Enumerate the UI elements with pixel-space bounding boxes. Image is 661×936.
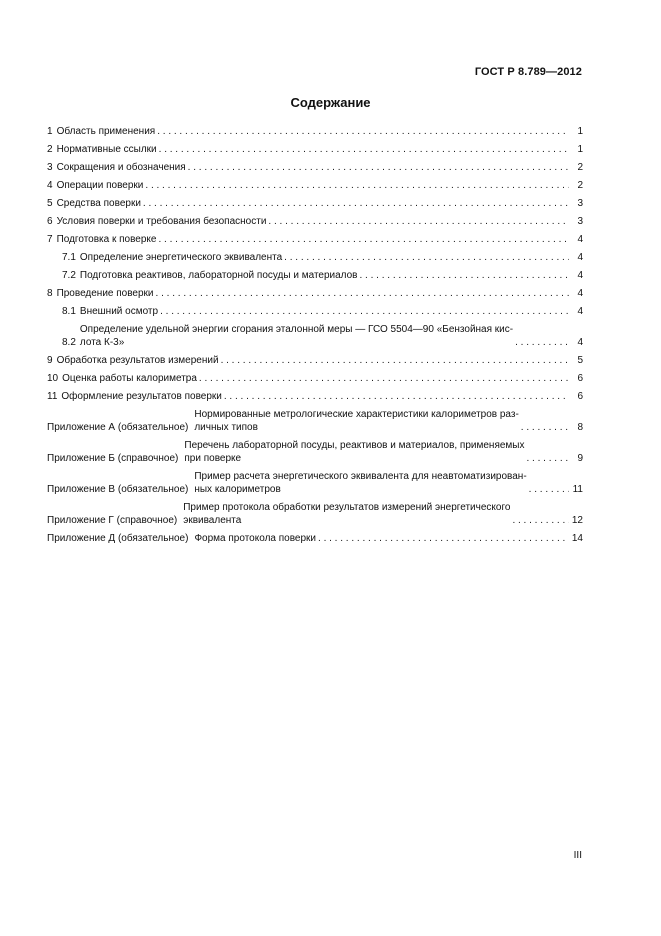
toc-entry-page: 1 — [577, 144, 583, 155]
toc-appendix-b[interactable] — [47, 439, 583, 465]
toc-entry-page: 6 — [577, 391, 583, 402]
toc-appendix-d[interactable] — [47, 532, 583, 545]
toc-entry-page: 3 — [577, 198, 583, 209]
toc-entry-3[interactable] — [47, 161, 583, 174]
toc-entry-title: Пример протокола обработки результатов измерений энергетического эквивалента — [183, 502, 511, 526]
toc-entry-page: 1 — [577, 126, 583, 137]
page-folio: III — [573, 850, 582, 861]
table-of-contents — [47, 125, 583, 550]
toc-entry-title: Нормированные метрологические характеристики калориметров раз- личных типов — [194, 409, 519, 433]
toc-entry-page: 6 — [577, 373, 583, 384]
toc-entry-page: 8 — [577, 422, 583, 433]
toc-entry-6[interactable] — [47, 215, 583, 228]
toc-entry-title: Оформление результатов поверки — [61, 391, 222, 402]
toc-entry-page: 4 — [577, 337, 583, 348]
toc-entry-title: Операции поверки — [56, 180, 144, 191]
toc-entry-number: 8.2 — [62, 337, 76, 348]
toc-entry-page: 5 — [577, 355, 583, 366]
toc-entry-1[interactable] — [47, 125, 583, 138]
toc-entry-number: 8 — [47, 288, 53, 299]
toc-entry-7-1[interactable] — [47, 251, 583, 264]
toc-entry-title: Перечень лабораторной посуды, реактивов и материалов, применяемых при поверке — [184, 440, 525, 464]
toc-entry-2[interactable] — [47, 143, 583, 156]
toc-entry-title: Форма протокола поверки — [194, 533, 317, 544]
toc-entry-number: 3 — [47, 162, 53, 173]
toc-entry-page: 4 — [577, 288, 583, 299]
toc-entry-page: 2 — [577, 180, 583, 191]
toc-entry-title: Оценка работы калориметра — [62, 373, 197, 384]
toc-entry-page: 11 — [572, 484, 583, 495]
toc-entry-title: Обработка результатов измерений — [56, 355, 219, 366]
toc-entry-number: 1 — [47, 126, 53, 137]
toc-entry-title: Определение энергетического эквивалента — [79, 252, 283, 263]
toc-appendix-label: Приложение Б (справочное) — [47, 453, 179, 464]
toc-entry-title: Условия поверки и требования безопасности — [56, 216, 267, 227]
toc-appendix-a[interactable] — [47, 408, 583, 434]
toc-entry-number: 8.1 — [62, 306, 76, 317]
toc-entry-page: 3 — [577, 216, 583, 227]
toc-entry-number: 6 — [47, 216, 53, 227]
toc-entry-11[interactable] — [47, 390, 583, 403]
toc-entry-7-2[interactable] — [47, 269, 583, 282]
toc-appendix-v[interactable] — [47, 470, 583, 496]
toc-appendix-label: Приложение Д (обязательное) — [47, 533, 189, 544]
toc-entry-title: Внешний осмотр — [79, 306, 159, 317]
toc-title: Содержание — [290, 95, 371, 110]
toc-entry-number: 5 — [47, 198, 53, 209]
toc-entry-4[interactable] — [47, 179, 583, 192]
document-code: ГОСТ Р 8.789—2012 — [474, 66, 582, 78]
toc-entry-title: Нормативные ссылки — [56, 144, 157, 155]
toc-entry-title: Подготовка реактивов, лабораторной посуды и материалов — [79, 270, 358, 281]
toc-appendix-label: Приложение Г (справочное) — [47, 515, 178, 526]
toc-entry-title: Область применения — [56, 126, 156, 137]
toc-entry-page: 14 — [571, 533, 583, 544]
toc-entry-page: 2 — [577, 162, 583, 173]
toc-entry-title: Определение удельной энергии сгорания эталонной меры — ГСО 5504—90 «Бензойная кис- лота К-3» — [79, 324, 514, 348]
toc-entry-page: 4 — [577, 234, 583, 245]
toc-entry-title: Пример расчета энергетического эквивалента для неавтоматизирован- ных калориметров — [194, 471, 527, 495]
toc-entry-title: Подготовка к поверке — [56, 234, 157, 245]
toc-entry-page: 4 — [577, 270, 583, 281]
toc-entry-8-2[interactable] — [47, 323, 583, 349]
toc-entry-5[interactable] — [47, 197, 583, 210]
toc-appendix-label: Приложение А (обязательное) — [47, 422, 189, 433]
toc-entry-7[interactable] — [47, 233, 583, 246]
toc-appendix-label: Приложение В (обязательное) — [47, 484, 189, 495]
toc-entry-page: 4 — [577, 306, 583, 317]
toc-entry-number: 7.1 — [62, 252, 76, 263]
toc-entry-number: 2 — [47, 144, 53, 155]
toc-entry-8[interactable] — [47, 287, 583, 300]
toc-appendix-g[interactable] — [47, 501, 583, 527]
toc-entry-title: Сокращения и обозначения — [56, 162, 186, 173]
toc-entry-9[interactable] — [47, 354, 583, 367]
toc-entry-8-1[interactable] — [47, 305, 583, 318]
toc-entry-number: 10 — [47, 373, 59, 384]
toc-entry-page: 9 — [577, 453, 583, 464]
toc-entry-number: 4 — [47, 180, 53, 191]
toc-entry-number: 9 — [47, 355, 53, 366]
toc-entry-number: 7 — [47, 234, 53, 245]
toc-entry-number: 11 — [47, 391, 58, 402]
toc-entry-title: Проведение поверки — [56, 288, 154, 299]
toc-entry-title: Средства поверки — [56, 198, 141, 209]
toc-entry-10[interactable] — [47, 372, 583, 385]
toc-entry-number: 7.2 — [62, 270, 76, 281]
toc-entry-page: 4 — [577, 252, 583, 263]
toc-entry-page: 12 — [571, 515, 583, 526]
